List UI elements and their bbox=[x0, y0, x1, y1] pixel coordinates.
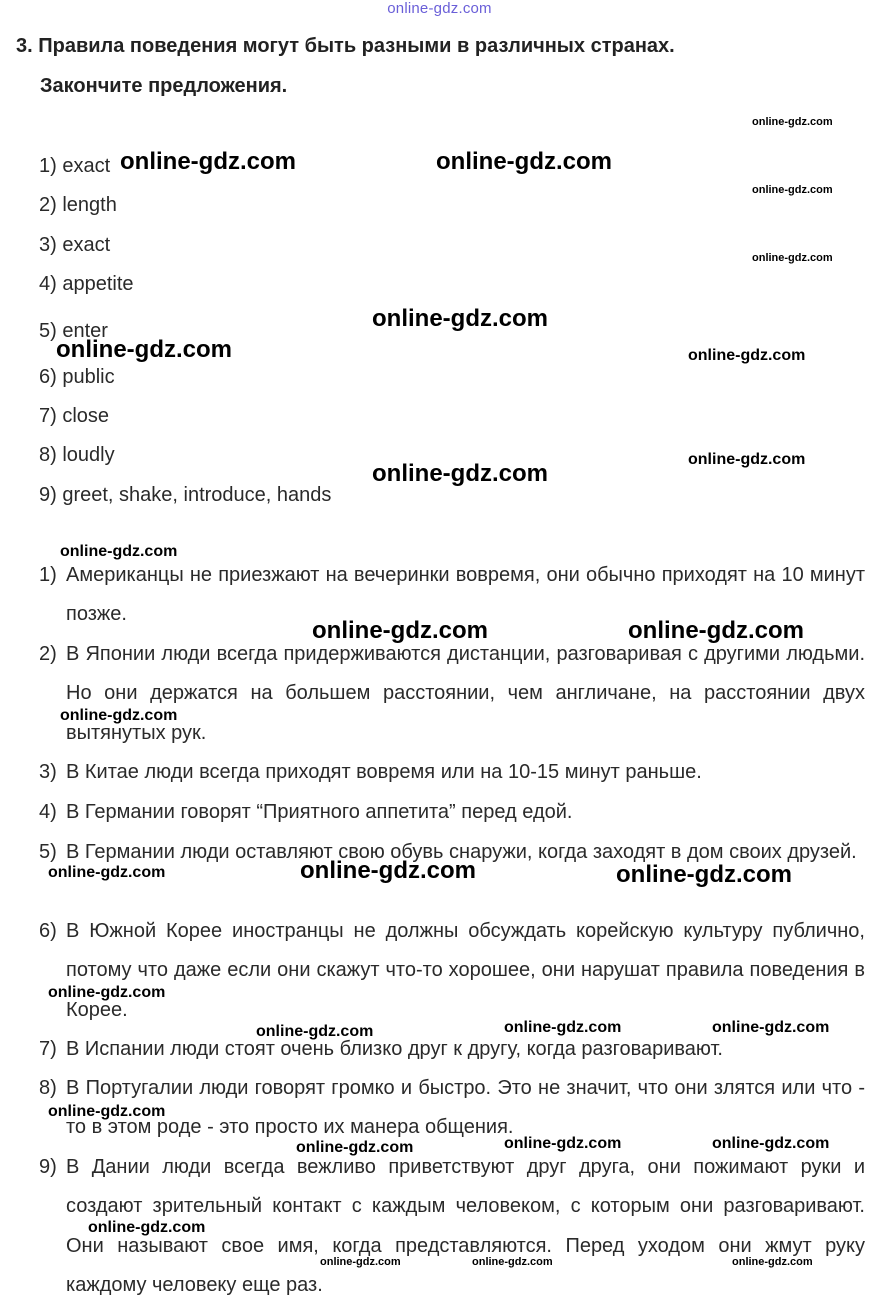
answer-item: 9) greet, shake, introduce, hands bbox=[39, 484, 332, 506]
watermark: online-gdz.com bbox=[48, 864, 166, 881]
answer-item: 4) appetite bbox=[39, 273, 134, 295]
watermark: online-gdz.com bbox=[60, 543, 178, 560]
sentence-text: В Дании люди всегда вежливо приветствуют друг друга, они пожимают руки и создают зрительный контакт с каждым человеком, с которым они разговаривают. Они называют свое имя, когда представляются. Перед уходом они жмут руку каждому человеку еще раз. bbox=[66, 1156, 865, 1297]
watermark: online-gdz.com bbox=[56, 336, 232, 363]
watermark: online-gdz.com bbox=[752, 116, 833, 128]
answer-item: 7) close bbox=[39, 405, 110, 427]
sentence-text: В Португалии люди говорят громко и быстро. Это не значит, что они злятся или что - то в этом роде - это просто их манера общения. bbox=[66, 1077, 865, 1139]
answer-item: 5) enter bbox=[39, 320, 108, 342]
watermark: online-gdz.com bbox=[312, 617, 488, 644]
watermark: online-gdz.com bbox=[752, 184, 833, 196]
watermark: online-gdz.com bbox=[436, 148, 612, 175]
watermark: online-gdz.com bbox=[296, 1139, 414, 1156]
watermark: online-gdz.com bbox=[372, 460, 548, 487]
watermark: online-gdz.com bbox=[472, 1256, 553, 1268]
watermark: online-gdz.com bbox=[732, 1256, 813, 1268]
sentence-number: 5) bbox=[39, 841, 57, 863]
answer-item: 8) loudly bbox=[39, 444, 115, 466]
sentence-number: 9) bbox=[39, 1156, 57, 1178]
watermark: online-gdz.com bbox=[688, 451, 806, 468]
task-subtitle: Закончите предложения. bbox=[40, 75, 288, 97]
sentence-number: 8) bbox=[39, 1077, 57, 1099]
sentence-number: 2) bbox=[39, 643, 57, 665]
sentence-number: 6) bbox=[39, 920, 57, 942]
watermark: online-gdz.com bbox=[48, 1103, 166, 1120]
sentence-text: Американцы не приезжают на вечеринки вовремя, они обычно приходят на 10 минут позже. bbox=[66, 564, 865, 626]
watermark: online-gdz.com bbox=[616, 861, 792, 888]
sentence-text: В Японии люди всегда придерживаются дистанции, разговаривая с другими людьми. Но они держатся на большем расстоянии, чем англичане, на расстоянии двух вытянутых рук. bbox=[66, 643, 865, 744]
watermark: online-gdz.com bbox=[300, 857, 476, 884]
answer-item: 2) length bbox=[39, 194, 117, 216]
sentence-text: В Германии говорят “Приятного аппетита” перед едой. bbox=[66, 801, 573, 823]
watermark: online-gdz.com bbox=[48, 984, 166, 1001]
sentence-item bbox=[39, 912, 865, 1030]
watermark: online-gdz.com bbox=[120, 148, 296, 175]
sentence-text: В Южной Корее иностранцы не должны обсуждать корейскую культуру публично, потому что даже если они скажут что-то хорошее, они нарушат правила поведения в Корее. bbox=[66, 920, 865, 1021]
sentence-number: 7) bbox=[39, 1038, 57, 1060]
watermark: online-gdz.com bbox=[372, 305, 548, 332]
sentence-item bbox=[39, 753, 865, 792]
sentence-text: В Испании люди стоят очень близко друг к другу, когда разговаривают. bbox=[66, 1038, 723, 1060]
sentence-text: В Китае люди всегда приходят вовремя или на 10-15 минут раньше. bbox=[66, 761, 702, 783]
watermark: online-gdz.com bbox=[712, 1019, 830, 1036]
top-watermark: online-gdz.com bbox=[387, 0, 492, 17]
sentence-text: В Германии люди оставляют свою обувь снаружи, когда заходят в дом своих друзей. bbox=[66, 841, 857, 863]
task-title: 3. Правила поведения могут быть разными в различных странах. bbox=[16, 35, 675, 57]
sentence-item bbox=[39, 793, 865, 832]
sentence-number: 3) bbox=[39, 761, 57, 783]
watermark: online-gdz.com bbox=[712, 1135, 830, 1152]
answer-item: 6) public bbox=[39, 366, 115, 388]
sentence-number: 4) bbox=[39, 801, 57, 823]
watermark: online-gdz.com bbox=[628, 617, 804, 644]
watermark: online-gdz.com bbox=[688, 347, 806, 364]
watermark: online-gdz.com bbox=[256, 1023, 374, 1040]
sentence-number: 1) bbox=[39, 564, 57, 586]
watermark: online-gdz.com bbox=[752, 252, 833, 264]
watermark: online-gdz.com bbox=[88, 1219, 206, 1236]
answer-item: 1) exact bbox=[39, 155, 111, 177]
watermark: online-gdz.com bbox=[504, 1019, 622, 1036]
watermark: online-gdz.com bbox=[504, 1135, 622, 1152]
sentence-item bbox=[39, 635, 865, 753]
watermark: online-gdz.com bbox=[60, 707, 178, 724]
answer-item: 3) exact bbox=[39, 234, 111, 256]
watermark: online-gdz.com bbox=[320, 1256, 401, 1268]
